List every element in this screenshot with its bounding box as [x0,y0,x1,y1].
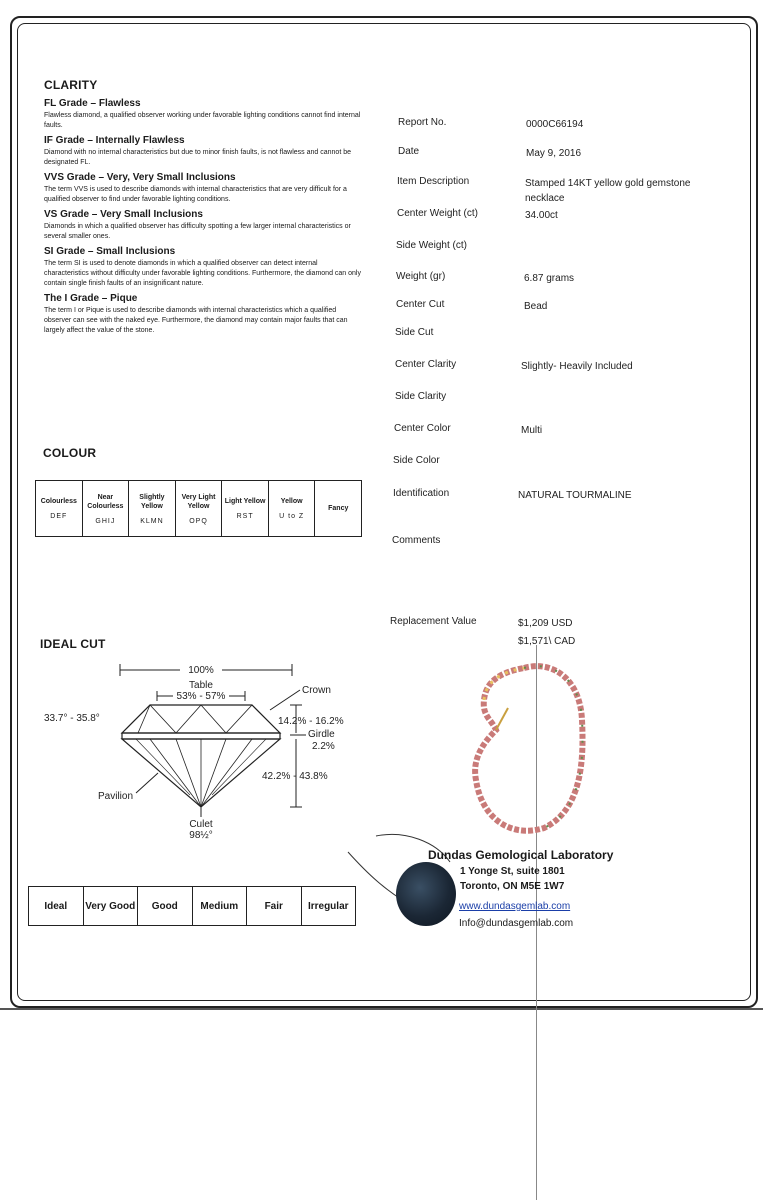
colour-grade: OPQ [189,517,208,525]
cut-grade-cell: Ideal [29,887,84,925]
colour-name: Colourless [40,498,77,505]
lab-name: Dundas Gemological Laboratory [428,848,614,862]
pavilion-label: Pavilion [98,791,134,802]
crown-angle-label: 33.7° - 35.8° [44,713,100,724]
pavilion-depth-label: 42.2% - 43.8% [262,771,328,782]
colour-grade: DEF [50,513,68,520]
lab-contact-block [428,848,613,929]
crown-label: Crown [302,685,331,696]
girdle-pct-label: 2.2% [312,741,335,752]
grade-description: Flawless diamond, a qualified observer working under favorable lighting conditions cannot find internal faults. [44,112,361,129]
grade-title: FL Grade – Flawless [44,98,141,109]
culet-label: Culet [189,819,213,830]
crown-height-label: 14.2% - 16.2% [278,716,344,727]
report-value: 34.00ct [525,210,558,221]
report-label: Date [398,146,420,157]
report-value: 6.87 grams [524,273,575,284]
report-label: Comments [392,535,441,546]
report-label: Center Cut [396,299,445,310]
necklace-photo [462,660,602,840]
colour-scale-table [35,480,362,537]
lab-website-link[interactable]: www.dundasgemlab.com [459,901,571,912]
clarity-title: CLARITY [44,78,98,92]
ideal-cut-title: IDEAL CUT [40,637,106,651]
colour-grade: GHIJ [95,517,116,525]
report-label: Report No. [398,117,447,128]
report-value: Stamped 14KT yellow gold gemstone necklace [525,178,691,204]
width-label: 100% [188,665,214,676]
colour-cell [129,481,176,536]
report-label: Item Description [397,176,470,187]
table-label: Table [189,680,213,691]
culet-pct-label: 98½° [189,830,213,841]
clarity-pique [44,293,364,336]
colour-name: Slightly Yellow [139,493,165,510]
colour-name: Yellow [280,498,303,505]
grade-description: Diamonds in which a qualified observer has difficulty spotting a few larger internal characteristics or several smaller ones. [44,223,351,240]
colour-name: Near Colourless [87,493,124,510]
grade-description: The term VVS is used to describe diamonds with internal characteristics that are very difficult for a qualified observer to find under favorable lighting conditions. [44,186,347,203]
report-value: Bead [524,301,548,312]
scan-edge-line [0,1008,763,1010]
girdle-label: Girdle [308,729,335,740]
replacement-label: Replacement Value [390,616,477,627]
colour-cell [36,481,83,536]
report-label: Side Weight (ct) [396,240,467,251]
report-value: 0000C66194 [526,119,584,130]
grade-title: VVS Grade – Very, Very Small Inclusions [44,172,236,183]
colour-grade: U to Z [279,513,305,520]
grade-title: IF Grade – Internally Flawless [44,135,185,146]
colour-grade: KLMN [140,517,164,525]
colour-title: COLOUR [43,446,97,460]
colour-grade: RST [236,513,254,520]
lab-address-line2: Toronto, ON M5E 1W7 [460,881,565,892]
report-label: Center Color [394,423,451,434]
clarity-fl [44,98,364,131]
colour-cell [222,481,269,536]
report-label: Identification [393,488,450,499]
cut-grade-cell: Good [138,887,193,925]
cut-grade-table [28,886,356,926]
report-value: Multi [521,425,543,436]
report-label: Center Clarity [395,359,457,370]
colour-name: Very Light Yellow [181,493,216,510]
grade-description: The term I or Pique is used to describe diamonds with internal characteristics which a qualified observer can see with the naked eye. Furthermore, the diamond may contain major faults that can largely affect the value of the stone. [44,307,348,334]
report-label: Side Color [393,455,440,466]
replacement-usd: $1,209 USD [518,618,573,629]
report-value: May 9, 2016 [526,148,582,159]
colour-cell [269,481,316,536]
grade-description: Diamond with no internal characteristics but due to minor finish faults, is not flawless and cannot be designated FL. [44,149,351,166]
cut-grade-cell: Irregular [307,900,349,912]
grade-title: VS Grade – Very Small Inclusions [44,209,203,220]
cut-grade-cell: Very Good [84,887,139,925]
colour-name: Light Yellow [224,498,266,505]
report-label: Side Cut [395,327,434,338]
lab-address-line1: 1 Yonge St, suite 1801 [460,866,565,877]
cut-grade-cell: Fair [247,887,302,925]
grade-title: SI Grade – Small Inclusions [44,246,176,257]
report-label: Weight (gr) [396,271,446,282]
clarity-si [44,246,364,289]
cut-grade-cell: Medium [193,887,248,925]
colour-cell [176,481,223,536]
replacement-cad: $1,571\ CAD [518,636,576,647]
grade-description: The term SI is used to denote diamonds in which a qualified observer can detect internal characteristics without difficulty under favorable lighting conditions. Furthermore, the diamond can only contain single finish faults of an insignificant nature. [44,260,361,287]
report-value: NATURAL TOURMALINE [518,490,632,501]
clarity-if [44,135,364,168]
clarity-vvs [44,172,364,205]
colour-cell [315,481,361,536]
grade-title: The I Grade – Pique [44,293,138,304]
report-value: Slightly- Heavily Included [521,361,633,372]
lab-email[interactable]: Info@dundasgemlab.com [459,918,574,929]
clarity-vs [44,209,364,242]
clarity-section [44,78,364,336]
diamond-proportions-diagram [40,655,370,845]
colour-cell [83,481,130,536]
report-label: Side Clarity [395,391,447,402]
report-label: Center Weight (ct) [397,208,478,219]
table-range-label: 53% - 57% [176,691,226,702]
colour-name: Fancy [328,505,349,512]
